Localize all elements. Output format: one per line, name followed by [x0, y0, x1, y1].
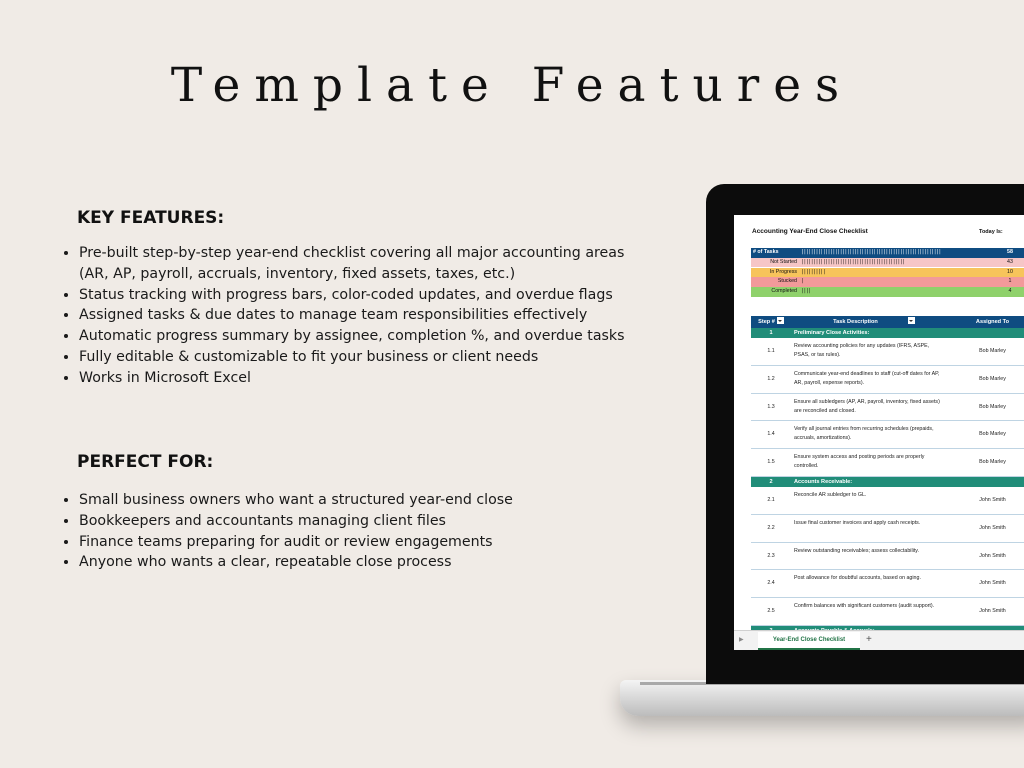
filter-dropdown-icon[interactable]: [777, 317, 784, 324]
summary-label: Not Started: [770, 258, 797, 265]
perfect-for-list: [60, 490, 639, 573]
step-cell: 1.4: [767, 431, 775, 438]
bullet-item: • Finance teams preparing for audit or review engagements: [79, 532, 639, 553]
filter-dropdown-icon[interactable]: [908, 317, 915, 324]
key-features-list: [60, 243, 639, 389]
description-cell: Confirm balances with significant customers (audit support).: [794, 603, 935, 610]
page-title: Template Features: [170, 58, 854, 113]
bullet-item: • Fully editable & customizable to fit your business or client needs: [79, 347, 639, 368]
summary-row: [751, 248, 1024, 258]
assignee-cell: Bob Marley: [979, 348, 1006, 354]
step-cell: 2.2: [767, 524, 775, 531]
bullet-item: • Pre-built step-by-step year-end checklist covering all major accounting areas (AR, AP, payroll, accruals, inventory, fixed assets, taxes, etc.): [79, 243, 639, 285]
sheet-tab-year-end-close[interactable]: Year-End Close Checklist: [758, 632, 860, 650]
spreadsheet-screen: [734, 215, 1024, 650]
summary-label: Stucked: [777, 278, 797, 285]
bullet-item: • Small business owners who want a structured year-end close: [79, 490, 639, 511]
today-label: Today Is:: [979, 229, 1003, 235]
assignee-cell: John Smith: [979, 496, 1006, 503]
task-table-body: [751, 328, 1024, 636]
step-cell: 1: [769, 330, 773, 336]
progress-bar: |||||||||||||||||||||||||||||||||||||||||||: [801, 258, 905, 265]
table-row[interactable]: [751, 449, 1024, 477]
summary-label: In Progress: [769, 268, 797, 275]
progress-bar: ||||||||||||||||||||||||||||||||||||||||||||||||||||||||||: [801, 249, 941, 255]
desc-column-header[interactable]: [794, 316, 954, 328]
summary-row: [751, 277, 1024, 287]
step-cell: 1.2: [767, 375, 775, 382]
summary-count: 43: [1007, 258, 1013, 265]
assignee-cell: John Smith: [979, 524, 1006, 531]
summary-row: [751, 258, 1024, 268]
step-column-header[interactable]: [751, 316, 791, 328]
assignee-cell: John Smith: [979, 580, 1006, 587]
laptop-base: [620, 680, 1024, 716]
summary-label: # of Tasks: [753, 249, 779, 255]
table-row[interactable]: [751, 543, 1024, 571]
assignee-cell: Bob Marley: [979, 375, 1006, 382]
summary-row: [751, 268, 1024, 278]
bullet-item: • Automatic progress summary by assignee, completion %, and overdue tasks: [79, 326, 639, 347]
bullet-item: • Works in Microsoft Excel: [79, 368, 639, 389]
description-cell: Post allowance for doubtful accounts, based on aging.: [794, 575, 921, 582]
summary-count: 1: [1008, 278, 1012, 285]
table-row[interactable]: [751, 338, 1024, 366]
assigned-column-header[interactable]: Assigned To: [975, 319, 1010, 325]
step-header-label: Step #: [758, 319, 775, 325]
summary-count: 58: [1007, 249, 1013, 255]
summary-row: [751, 287, 1024, 297]
table-row[interactable]: [751, 421, 1024, 449]
bullet-item: • Bookkeepers and accountants managing client files: [79, 511, 639, 532]
summary-label: Completed: [771, 288, 797, 295]
step-cell: 2: [769, 478, 773, 485]
progress-bar: |: [801, 278, 804, 285]
assignee-cell: John Smith: [979, 608, 1006, 615]
bullet-item: • Anyone who wants a clear, repeatable close process: [79, 552, 639, 573]
description-cell: Communicate year-end deadlines to staff (cut-off dates for AP, AR, payroll, expense reports).: [794, 370, 940, 386]
assignee-cell: Bob Marley: [979, 403, 1006, 410]
section-row[interactable]: [751, 328, 1024, 338]
bullet-item: • Status tracking with progress bars, color-coded updates, and overdue flags: [79, 285, 639, 306]
step-cell: 2.5: [767, 608, 775, 615]
bullet-item: • Assigned tasks & due dates to manage team responsibilities effectively: [79, 305, 639, 326]
desc-header-label: Task Description: [833, 319, 878, 325]
description-cell: Ensure system access and posting periods are properly controlled.: [794, 454, 925, 470]
perfect-for-heading: PERFECT FOR:: [77, 452, 214, 472]
assignee-cell: John Smith: [979, 552, 1006, 559]
key-features-heading: KEY FEATURES:: [77, 208, 225, 228]
step-cell: 2.1: [767, 496, 775, 503]
summary-count: 10: [1007, 268, 1013, 275]
section-row[interactable]: [751, 477, 1024, 487]
description-cell: Preliminary Close Activities:: [794, 330, 870, 336]
scroll-arrow-icon[interactable]: ▶: [739, 637, 744, 643]
step-cell: 1.3: [767, 403, 775, 410]
description-cell: Verify all journal entries from recurring schedules (prepaids, accruals, amortizations).: [794, 426, 934, 442]
description-cell: Review outstanding receivables; assess collectability.: [794, 547, 920, 554]
description-cell: Review accounting policies for any updates (IFRS, ASPE, PSAS, or tax rules).: [794, 343, 930, 358]
add-sheet-icon[interactable]: +: [866, 634, 872, 645]
step-cell: 2.4: [767, 580, 775, 587]
description-cell: Issue final customer invoices and apply cash receipts.: [794, 519, 921, 526]
assignee-cell: Bob Marley: [979, 459, 1006, 466]
step-cell: 1.5: [767, 459, 775, 466]
step-cell: 1.1: [767, 348, 775, 354]
table-row[interactable]: [751, 515, 1024, 543]
description-cell: Reconcile AR subledger to GL.: [794, 491, 867, 498]
table-row[interactable]: [751, 366, 1024, 394]
step-cell: 2.3: [767, 552, 775, 559]
table-row[interactable]: [751, 487, 1024, 515]
table-row[interactable]: [751, 598, 1024, 626]
spreadsheet-title: Accounting Year-End Close Checklist: [752, 228, 868, 235]
summary-count: 4: [1008, 288, 1012, 295]
assignee-cell: Bob Marley: [979, 431, 1006, 438]
table-header: [751, 316, 1024, 328]
progress-bar: ||||||||||: [801, 268, 826, 275]
description-cell: Ensure all subledgers (AP, AR, payroll, inventory, fixed assets) are reconciled and closed.: [794, 398, 940, 414]
table-row[interactable]: [751, 570, 1024, 598]
table-row[interactable]: [751, 394, 1024, 422]
sheet-tab-bar: [734, 630, 1024, 650]
progress-bar: ||||: [801, 288, 811, 295]
description-cell: Accounts Receivable:: [794, 478, 853, 485]
